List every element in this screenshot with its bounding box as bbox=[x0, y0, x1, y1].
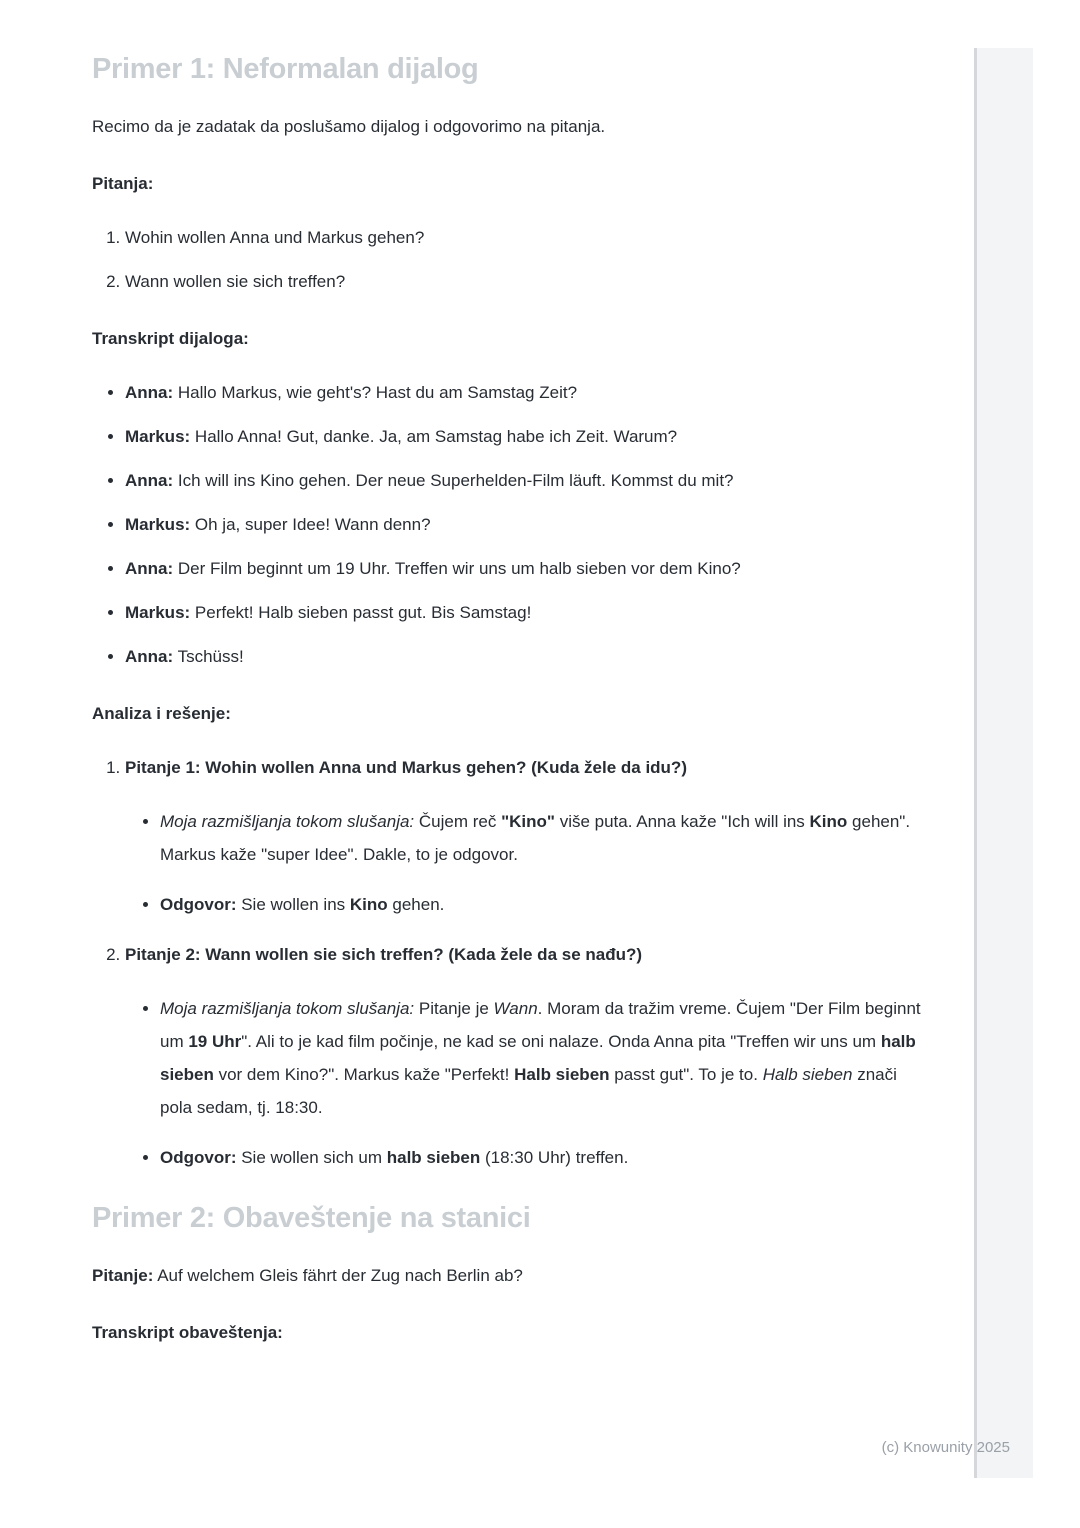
analysis-detail-list bbox=[125, 992, 932, 1174]
analysis-label: Analiza i rešenje: bbox=[92, 704, 231, 723]
watermark: (c) Knowunity 2025 bbox=[881, 1439, 1010, 1456]
analysis-item bbox=[125, 751, 932, 921]
dialog-text: Tschüss! bbox=[173, 647, 244, 666]
question-item: 2. Wann wollen sie sich treffen? bbox=[125, 265, 932, 298]
speaker-name: Anna: bbox=[125, 647, 174, 666]
intro-paragraph: Recimo da je zadatak da poslušamo dijalog i odgovorimo na pitanja. bbox=[92, 117, 606, 136]
analysis-question-title: Pitanje 2: Wann wollen sie sich treffen? (Kada žele da se nađu?) bbox=[125, 945, 643, 964]
analysis-list bbox=[92, 751, 932, 1174]
question-item: 1. Wohin wollen Anna und Markus gehen? bbox=[125, 221, 932, 254]
analysis-question-title: Pitanje 1: Wohin wollen Anna und Markus gehen? (Kuda žele da idu?) bbox=[125, 758, 687, 777]
dialog-text: Hallo Markus, wie geht's? Hast du am Samstag Zeit? bbox=[173, 383, 578, 402]
analysis-thoughts: • Moja razmišljanja tokom slušanja: Čujem reč "Kino" više puta. Anna kaže "Ich will ins Kino gehen". Markus kaže "super Idee". Dakle, to je odgovor. bbox=[160, 805, 932, 871]
section-heading-primer-2: Primer 2: Obaveštenje na stanici bbox=[92, 1202, 531, 1234]
scrollbar-track[interactable] bbox=[974, 48, 1033, 1478]
analysis-answer: • Odgovor: Sie wollen ins Kino gehen. bbox=[160, 888, 932, 921]
transcript-label: Transkript dijaloga: bbox=[92, 329, 249, 348]
questions-list bbox=[92, 221, 932, 298]
question2-paragraph: Pitanje: Auf welchem Gleis fährt der Zug nach Berlin ab? bbox=[92, 1266, 523, 1285]
dialog-list bbox=[92, 376, 932, 673]
dialog-text: Der Film beginnt um 19 Uhr. Treffen wir uns um halb sieben vor dem Kino? bbox=[173, 559, 741, 578]
dialog-text: Ich will ins Kino gehen. Der neue Superhelden-Film läuft. Kommst du mit? bbox=[173, 471, 734, 490]
dialog-line bbox=[125, 640, 932, 673]
dialog-line bbox=[125, 552, 932, 585]
transcript2-label: Transkript obaveštenja: bbox=[92, 1323, 283, 1342]
analysis-detail-list bbox=[125, 805, 932, 921]
dialog-line bbox=[125, 596, 932, 629]
section-heading-primer-1: Primer 1: Neformalan dijalog bbox=[92, 53, 479, 85]
dialog-line bbox=[125, 464, 932, 497]
analysis-thoughts: • Moja razmišljanja tokom slušanja: Pitanje je Wann. Moram da tražim vreme. Čujem "Der Film beginnt um 19 Uhr". Ali to je kad film počinje, ne kad se oni nalaze. Onda Anna pita "Treffen wir uns um halb sieben vor dem Kino?". Markus kaže "Perfekt! Halb sieben passt gut". To je to. Halb sieben znači pola sedam, tj. 18:30. bbox=[160, 992, 932, 1124]
analysis-item bbox=[125, 938, 932, 1174]
analysis-answer: • Odgovor: Sie wollen sich um halb sieben (18:30 Uhr) treffen. bbox=[160, 1141, 932, 1174]
dialog-line bbox=[125, 376, 932, 409]
dialog-line bbox=[125, 508, 932, 541]
questions-label: Pitanja: bbox=[92, 174, 154, 193]
dialog-text: Oh ja, super Idee! Wann denn? bbox=[190, 515, 431, 534]
speaker-name: Markus: bbox=[125, 515, 191, 534]
dialog-text: Perfekt! Halb sieben passt gut. Bis Samstag! bbox=[190, 603, 532, 622]
speaker-name: Anna: bbox=[125, 559, 174, 578]
dialog-text: Hallo Anna! Gut, danke. Ja, am Samstag habe ich Zeit. Warum? bbox=[190, 427, 678, 446]
speaker-name: Anna: bbox=[125, 383, 174, 402]
speaker-name: Anna: bbox=[125, 471, 174, 490]
dialog-line bbox=[125, 420, 932, 453]
speaker-name: Markus: bbox=[125, 427, 191, 446]
document-page bbox=[92, 0, 932, 1349]
speaker-name: Markus: bbox=[125, 603, 191, 622]
